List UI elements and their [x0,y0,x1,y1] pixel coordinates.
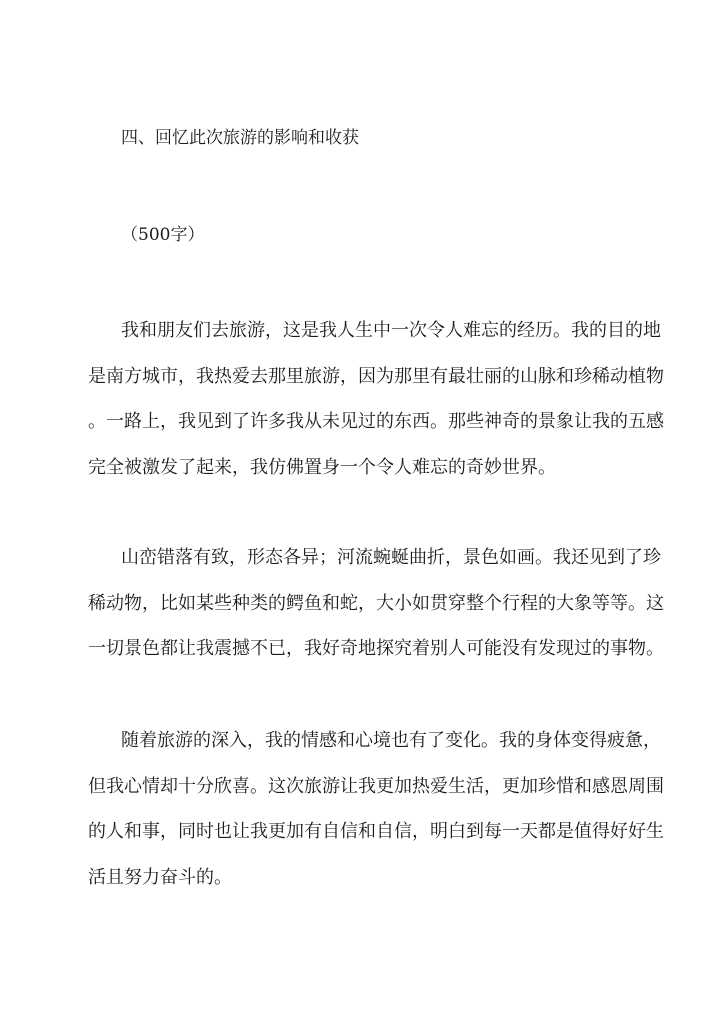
paragraph-line: 完全被激发了起来，我仿佛置身一个令人难忘的奇妙世界。 [88,456,556,478]
paragraph-line: 我和朋友们去旅游，这是我人生中一次令人难忘的经历。我的目的地 [121,320,661,341]
paragraph-line: 稀动物，比如某些种类的鳄鱼和蛇，大小如贯穿整个行程的大象等等。这 [88,592,664,614]
paragraph-3 [88,727,664,909]
paragraph-line: 但我心情却十分欣喜。这次旅游让我更加热爱生活，更加珍惜和感恩周围 [88,775,664,797]
paragraph-2 [88,544,664,681]
paragraph-line: 的人和事，同时也让我更加有自信和自信，明白到每一天都是值得好好生 [88,821,664,842]
paragraph-line: 山峦错落有致，形态各异；河流蜿蜒曲折，景色如画。我还见到了珍 [121,547,661,568]
section-heading: 四、回忆此次旅游的影响和收获 [121,128,359,148]
paragraph-line: 随着旅游的深入，我的情感和心境也有了变化。我的身体变得疲惫， [121,730,661,751]
paragraph-line: 活且努力奋斗的。 [88,866,232,888]
paragraph-1 [88,317,664,499]
word-count-note: （500字） [121,225,205,245]
paragraph-line: 是南方城市，我热爱去那里旅游，因为那里有最壮丽的山脉和珍稀动植物 [88,365,664,387]
paragraph-line: 。一路上，我见到了许多我从未见过的东西。那些神奇的景象让我的五感 [88,411,664,432]
paragraph-line: 一切景色都让我震撼不已，我好奇地探究着别人可能没有发现过的事物。 [88,638,664,659]
